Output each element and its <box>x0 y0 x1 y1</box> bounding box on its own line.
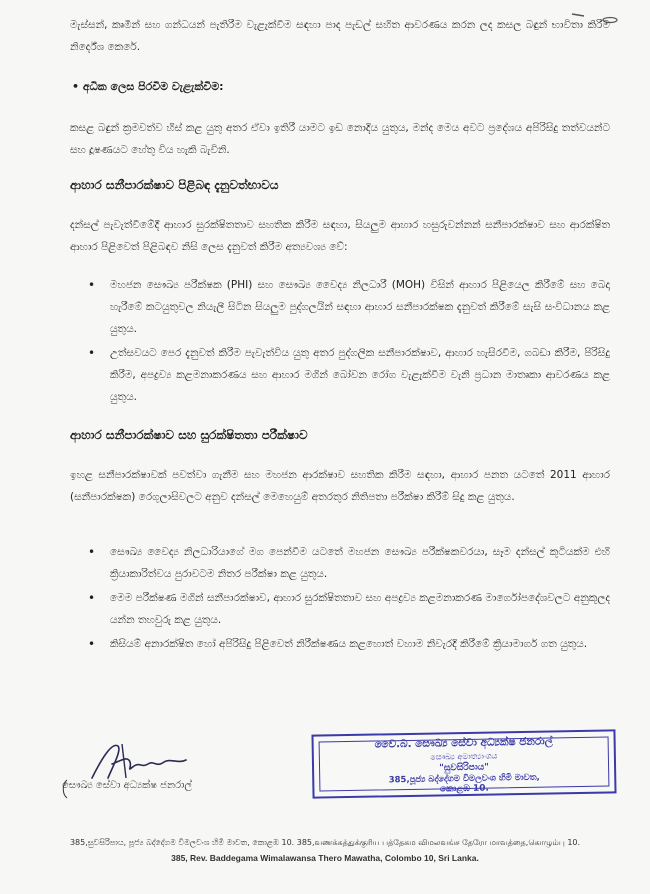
list-item: • කිසියම් අනාරක්ෂිත හෝ අපිරිසිදු පිළිවෙත් නිරීක්ෂණය කළහොත් වහාම නිවැරදි කිරීමේ ක්‍රියාමාර්ග ගත යුතුය. <box>70 633 610 655</box>
inspection-bullet-list <box>70 541 610 655</box>
overflow-heading: • අධික ලෙස පිරවීම වැළැක්වීම: <box>72 80 224 93</box>
overflow-paragraph: කසළ බඳුන් ක්‍රමවත්ව හිස් කළ යුතු අතර ඒවා ඉතිරී යාමට ඉඩ නොදිය යුතුය, මන්ද මෙය අවට ප්‍රදේශය අපිරිසිදු තත්වයන්ට සහ දූෂණයට හේතු විය හැකි බැවිනි. <box>70 122 610 156</box>
inspection-heading: ආහාර සනීපාරක්ෂාව සහ සුරක්ෂිතතා පරීක්ෂාව <box>70 428 308 442</box>
list-item: • මෙම පරීක්ෂණ මගින් සනීපාරක්ෂාව, ආහාර සුරක්ෂිතතාව සහ අපද්‍රව්‍ය කළමනාකරණ මාර්ගෝපදේශවලට අනුකූලද යන්න තහවුරු කළ යුතුය. <box>70 587 610 631</box>
footer-address-local: 385,සුවසිරිපාය, පූජ්‍ය බද්දේගම විමලවංශ හිමි මාවත, කොළඹ 10. 385,வணக்கத்துக்குரிய பத்தேகம விமலவங்ச தேரோ மாவத்தை,கொழும்பு 10. <box>69 838 581 847</box>
stamp-line-ministry: සෞඛ්‍ය අමාත්‍යාංශය <box>430 751 498 762</box>
stamp-inner-border <box>319 736 610 791</box>
awareness-heading: ආහාර සනීපාරක්ෂාව පිළිබඳ දැනුවත්භාවය <box>70 178 279 192</box>
stamp-line-address: 385,පූජ්‍ය බද්දේගම විමලවංශ හිමි මාවත, <box>388 772 540 786</box>
inspection-intro: ඉහළ සනීපාරක්ෂාවක් පවත්වා ගැනීම සහ මහජන ආරක්ෂාව සහතික කිරීම සඳහා, ආහාර පනත යටතේ 2011 ආහාර (සනීපාරක්ෂක) රෙගුලාසිවලට අනුව දන්සල් මෙහෙයුම් අතරතුර නිතිපතා පරීක්ෂා කිරීම් සිදු කළ යුතුය. <box>70 469 610 503</box>
awareness-intro: දන්සල් පැවැත්වීමේදී ආහාර සුරක්ෂිතතාව සහතික කිරීම සඳහා, සියලුම ආහාර හසුරුවන්නන් සනීපාරක්ෂාව සහ ආරක්ෂිත ආහාර පිළිවෙත් පිළිබඳව නිසි ලෙස දැනුවත් කිරීම අත්‍යවශ්‍ය වේ: <box>70 219 610 253</box>
stamp-line-title: වෛ.බ. සෞඛ්‍ය සේවා අධ්‍යක්ෂ ජනරාල් <box>374 735 553 751</box>
awareness-bullet-list <box>70 274 610 408</box>
list-item: • මහජන සෞඛ්‍ය පරීක්ෂක (PHI) සහ සෞඛ්‍ය වෛද්‍ය නිලධාරී (MOH) විසින් ආහාර පිළියෙල කිරීමේ සහ බෙදා හැරීමේ කටයුතුවල නියැලී සිටින සියලුම පුද්ගලයින් සඳහා ආහාර සනීපාරක්ෂක දැනුවත් කිරීමේ සැසි සංවිධානය කළ යුතුය. <box>70 274 610 340</box>
stamp-line-city: කොළඹ 10. <box>439 783 490 795</box>
intro-paragraph: මැස්සන්, කෘමීන් සහ ගන්ධයන් පැතිරීම වැළැක්වීම සඳහා පාද පැඩල් සහිත ආවරණය කරන ලද කසල බඳුන් භාවිතා කිරීම නිර්දේශ කෙරේ. <box>70 19 610 53</box>
list-item: • උත්සවයට පෙර දැනුවත් කිරීම පැවැත්විය යුතු අතර පුද්ගලික සනීපාරක්ෂාව, ආහාර හැසිරවීම, ගබඩා කිරීම, පිරිසිදු කිරීම, අපද්‍රව්‍ය කළමනාකරණය සහ ආහාර මගින් බෝවන රෝග වැළැක්වීම වැනි ප්‍රධාන මාතෘකා ආවරණය කළ යුතුය. <box>70 342 610 408</box>
stamp-line-building: "සුවසිරිපාය" <box>439 762 490 774</box>
signature-caption: සෞඛ්‍ය සේවා අධ්‍යක්ෂ ජනරාල් <box>62 780 193 791</box>
footer-address-english: 385, Rev. Baddegama Wimalawansa Thero Mawatha, Colombo 10, Sri Lanka. <box>171 853 479 863</box>
handwritten-signature <box>82 738 202 782</box>
list-item: • සෞඛ්‍ය වෛද්‍ය නිලධාරියාගේ මග පෙන්වීම යටතේ මහජන සෞඛ්‍ය පරීක්ෂකවරයා, සෑම දන්සල් කුටියක්ම එහි ක්‍රියාකාරිත්වය පුරාවටම නිතර පරීක්ෂා කළ යුතුය. <box>70 541 610 585</box>
official-stamp <box>311 729 616 798</box>
